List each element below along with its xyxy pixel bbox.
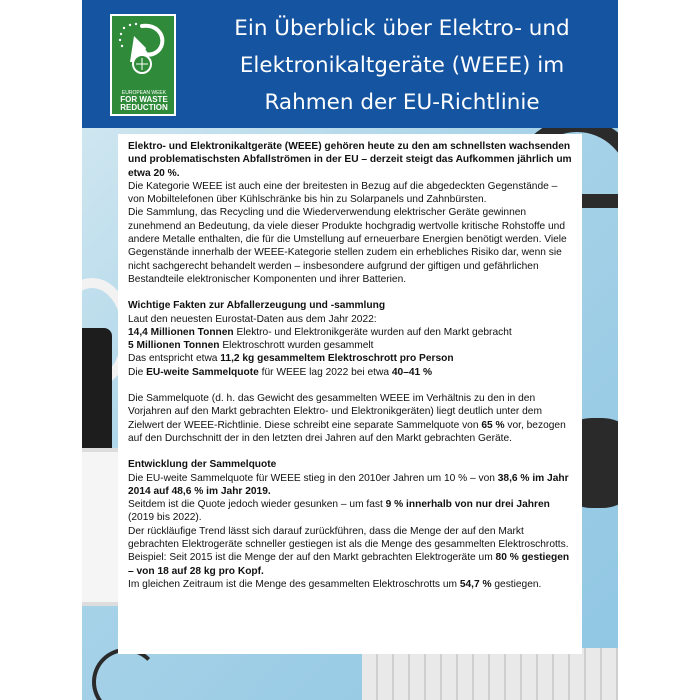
trend-5-bold: 54,7 % xyxy=(459,578,492,590)
fact-1-text: Elektro- und Elektronikgeräte wurden auf den Markt gebracht xyxy=(233,326,512,338)
logo-text-small: EUROPEAN WEEK xyxy=(121,90,167,96)
hand-globe-icon xyxy=(112,18,174,80)
content-panel xyxy=(118,134,582,654)
fact-3-text: Das entspricht etwa xyxy=(128,353,221,365)
logo-text-line2: REDUCTION xyxy=(120,103,168,112)
ewwr-logo xyxy=(110,14,176,116)
fact-line-4 xyxy=(128,366,574,379)
trend-4-bold: 80 % gestiegen – von 18 auf 28 kg pro Kopf. xyxy=(128,552,570,577)
title-line-2: Elektronikaltgeräte (WEEE) im xyxy=(239,53,565,78)
logo-text-line1: FOR WASTE xyxy=(120,95,168,104)
trend-2-post: (2019 bis 2022). xyxy=(128,512,202,524)
logo-text xyxy=(114,90,174,112)
trend-2-bold: 9 % innerhalb von nur drei Jahren xyxy=(385,499,550,511)
trend-heading: Entwicklung der Sammelquote xyxy=(128,459,277,471)
keyboard-image xyxy=(362,648,618,700)
trend-5-pre: Im gleichen Zeitraum ist die Menge des gesammelten Elektroschrotts um xyxy=(128,578,460,590)
poster xyxy=(82,0,618,700)
cable-image xyxy=(92,648,160,700)
fact-4-pre: Die xyxy=(128,366,147,378)
fact-4-bold-2: 40–41 % xyxy=(391,366,433,378)
fact-4-mid: für WEEE lag 2022 bei etwa xyxy=(258,366,392,378)
fact-line-1 xyxy=(128,326,574,339)
trend-1-pre: Die EU-weite Sammelquote für WEEE stieg in den 2010er Jahren um 10 % – von xyxy=(128,472,498,484)
trend-5-post: gestiegen. xyxy=(491,578,542,590)
title-line-1: Ein Überblick über Elektro- und xyxy=(234,16,570,41)
quote-bold: 65 % xyxy=(481,419,505,431)
header-banner xyxy=(82,0,618,128)
quote-post: vor, bezogen auf den Durchschnitt der in den letzten drei Jahren auf den Markt gebrachten Geräte. xyxy=(128,419,566,444)
phone-image xyxy=(82,328,112,468)
fact-3-bold: 11,2 kg gesammeltem Elektroschrott pro Person xyxy=(220,353,454,365)
trend-line-5 xyxy=(128,578,574,591)
fact-2-text: Elektroschrott wurden gesammelt xyxy=(219,340,374,352)
trend-4-pre: Beispiel: Seit 2015 ist die Menge der auf den Markt gebrachten Elektrogeräte um xyxy=(128,552,496,564)
intro-paragraph-2: Die Kategorie WEEE ist auch eine der breitesten in Bezug auf die abgedeckten Gegenstände – von Mobiltelefonen über Kühlschränke bis hin zu Solarpanels und Zahnbürsten. xyxy=(128,180,558,206)
title-line-3: Rahmen der EU-Richtlinie xyxy=(264,90,540,115)
intro-lead: Elektro- und Elektronikaltgeräte (WEEE) gehören heute zu den am schnellsten wachsenden und problematischsten Abfallströmen in der EU – derzeit steigt das Aufkommen jährlich um etwa 20 %. xyxy=(128,141,572,179)
facts-intro: Laut den neuesten Eurostat-Daten aus dem Jahr 2022: xyxy=(128,313,377,325)
trend-1-bold: 38,6 % im Jahr 2014 auf 48,6 % im Jahr 2019. xyxy=(128,472,569,497)
fact-2-bold: 5 Millionen Tonnen xyxy=(128,340,220,352)
fact-line-2 xyxy=(128,339,574,352)
page-title xyxy=(192,10,612,121)
trend-line-3: Der rückläufige Trend lässt sich darauf zurückführen, dass die Menge der auf den Markt gebrachten Elektrogeräte schneller gestiegen ist als die Menge des gesammelten Elektroschrotts. xyxy=(128,525,569,551)
trend-line-1 xyxy=(128,472,574,499)
quote-pre: Die Sammelquote (d. h. das Gewicht des gesammelten WEEE im Verhältnis zu den in den Vorjahren auf den Markt gebrachten Elektro- und Elektronikgeräten) liegt deutlich unter dem Zielwert der WEEE-Richtlinie. Diese schreibt eine separate Sammelquote von xyxy=(128,393,542,431)
trend-2-pre: Seitdem ist die Quote jedoch wieder gesunken – um fast xyxy=(128,499,386,511)
fact-line-3 xyxy=(128,352,574,365)
trend-line-4 xyxy=(128,551,574,578)
fact-1-bold: 14,4 Millionen Tonnen xyxy=(128,326,234,338)
fact-4-bold-1: EU-weite Sammelquote xyxy=(146,366,259,378)
trend-line-2 xyxy=(128,498,574,525)
intro-paragraph-3: Die Sammlung, das Recycling und die Wiederverwendung elektrischer Geräte gewinnen zunehmend an Bedeutung, da viele dieser Produkte hochgradig wertvolle kritische Rohstoffe und andere Metalle enthalten, die für die Umstellung auf erneuerbare Energien benötigt werden. Viele Gegenstände innerhalb der WEEE-Kategorie stellen zudem ein erhebliches Risiko dar, wenn sie nicht sachgerecht behandelt werden – insbesondere aufgrund der giftigen und gefährlichen Bestandteile elektronischer Komponenten und ihrer Batterien. xyxy=(128,207,567,285)
facts-heading: Wichtige Fakten zur Abfallerzeugung und -sammlung xyxy=(128,300,386,312)
quote-paragraph xyxy=(128,392,574,445)
